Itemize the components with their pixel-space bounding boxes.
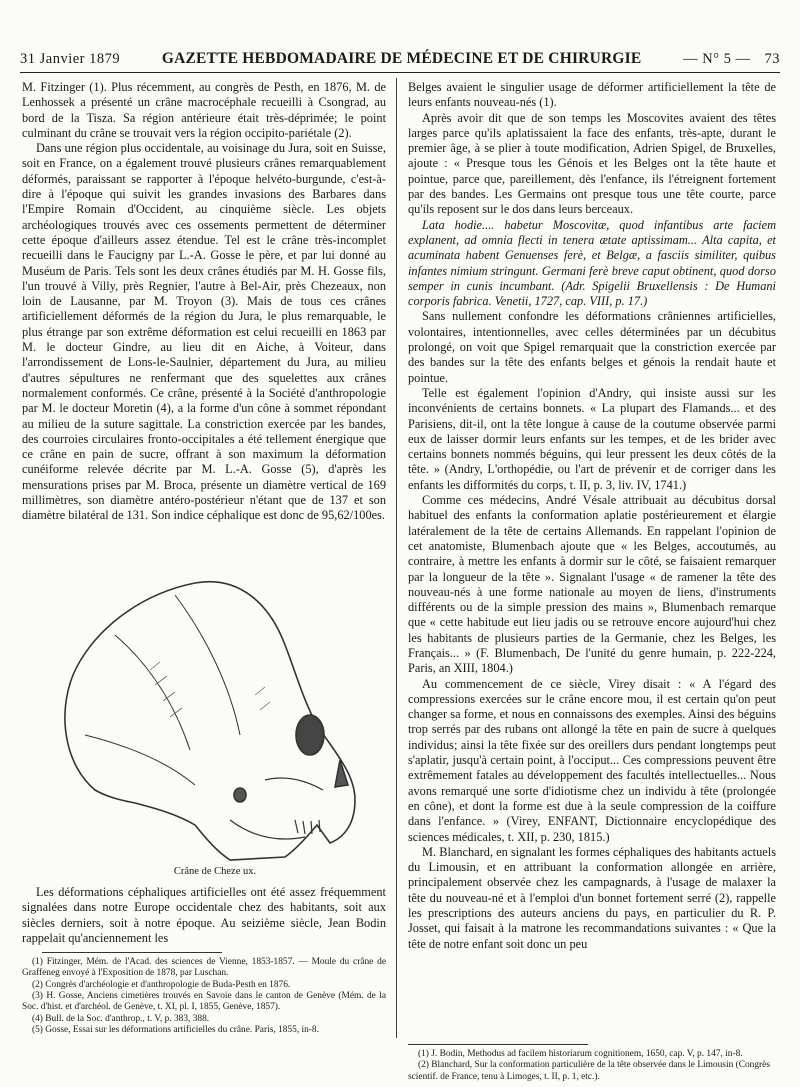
right-paragraph: Comme ces médecins, André Vésale attribuait au décubitus dorsal habituel des enfants la conformation aplatie postérieurement et élargie latéralement de la tête de certains Allemands. En rappelant l'opinion de cet anatomiste, Blumenbach ajoute que « les Belges, accoutumés, au contraire, à mettre les enfants à dormir sur le côté, se faisaient remarquer par la longueur de la tête ». Signalant l'usage « de ramener la tête des nouveau-nés à une forme nationale au moyen de liens, d'instruments différents ou de la simple pression des mains », Blumenbach remarque que « cette habitude eut lieu jadis ou se retrouve encore aujourd'hui chez les habitants de plusieurs parties de la Germanie, chez les Belges, les Français... » (F. Blumenbach, De l'unité du genre humain, p. 222-224, Paris, an XIII, 1804.) (408, 493, 776, 676)
footnote: (2) Blanchard, Sur la conformation particulière de la tête observée dans le Limousin (Congrès scientif. de France, tenu à Limoges, t. II, p. 1, etc.). (408, 1060, 770, 1082)
right-paragraph: Au commencement de ce siècle, Virey disait : « A l'égard des compressions exercées sur le crâne encore mou, il est certain qu'on peut changer sa forme, et nous en connaissons des exemples. Ainsi des béguins trop serrés par des rubans ont allongé la tête en pain de sucre à quelques individus; ainsi la tête fixée sur des oreillers durs pendant longtemps peut s'aplatir, jusqu'à certain point, à l'occiput... Ces compressions peuvent être extrêmement fatales au développement des facultés intellectuelles... Nous avons remarqué une sorte d'idiotisme chez un individu à tête (prolongée en cône), et dont la forme est due à la seule compression de la coiffure dans l'enfance. » (Virey, ENFANT, Dictionnaire encyclopédique des sciences médicales, t. XII, p. 230, 1815.) (408, 676, 776, 844)
right-paragraph: M. Blanchard, en signalant les formes céphaliques des habitants actuels du Limousin, et en attribuant la conformation allongée en arrière, principalement observée chez les campagnards, à l'usage de malaxer la tête du nouveau-né et à l'emploi d'un bonnet fortement serré (2), rappelle les prescriptions des auteurs anciens du pays, en particulier du R. P. Josset, qui faisait à la matrone les recommandations suivantes : « Que la tête de notre enfant soit donc un peu (408, 844, 776, 951)
page-header (20, 46, 780, 73)
figure-caption: Crâne de Cheze ux. (173, 866, 257, 877)
left-column (22, 80, 386, 570)
journal-title: GAZETTE HEBDOMADAIRE DE MÉDECINE ET DE CHIRURGIE (161, 50, 642, 67)
right-paragraph: Telle est également l'opinion d'Andry, qui insiste aussi sur les inconvénients de certains bonnets. « La plupart des Flamands... et des Parisiens, dit-il, ont la tête longue à cause de la coutume observée parmi eux de laisser dormir leurs enfants sur les tempes, et de les brider avec certains bonnets nommés béguins, qui leur pressent les deux côtés de la tête. » (Andry, L'orthopédie, ou l'art de prévenir et de corriger dans les enfants les difformités du corps, t. II, p. 3, liv. IV, 1741.) (408, 385, 776, 492)
right-paragraph: Belges avaient le singulier usage de déformer artificiellement la tête de leurs enfants nouveau-nés (1). (408, 80, 776, 110)
left-footnotes (22, 957, 386, 1036)
page-number: 73 (764, 50, 780, 67)
right-paragraph: Sans nullement confondre les déformations crâniennes artificielles, volontaires, intentionnelles, avec celles déterminées par un décubitus prolongé, on voit que Spigel remarquait que la constriction exercée par des bandes sur la tête des enfants belges et génois la rendait haute et pointue. (408, 309, 776, 385)
right-column (408, 80, 776, 1028)
left-bottom-section (22, 885, 386, 1036)
column-divider (396, 78, 397, 1038)
left-paragraph: M. Fitzinger (1). Plus récemment, au congrès de Pesth, en 1876, M. de Lenhossek a présenté un crâne macrocéphale recueilli à Csongrad, au bord de la Tisza. Sa région antérieure était très-déprimée; le point culminant du crâne se trouvait vers la région occipito-pariétale (2). (22, 80, 386, 140)
right-paragraph: Après avoir dit que de son temps les Moscovites avaient des têtes larges parce qu'ils aplatissaient la face des enfants, très-apte, durant le premier âge, à se plier à toute modification, Adrien Spigel, de Bruxelles, ajoute : « Presque tous les Génois et les Belges ont la tête haute et pointue, parce que, pareillement, dès l'enfance, ils l'étreignent fortement par des bandes. Les Germains ont presque tous une tête courte, parce qu'ils reposent sur le dos dans leurs berceaux. (408, 110, 776, 217)
right-footnotes (408, 1038, 776, 1083)
footnote: (3) H. Gosse, Anciens cimetières trouvés en Savoie dans le canton de Genève (Mém. de la Soc. d'hist. et d'archéol. de Genève, t. XI, pl. I, 1855, Genève, 1857). (22, 991, 386, 1013)
issue-number: — N° 5 — (683, 50, 751, 67)
footnote: (1) Fitzinger, Mém. de l'Acad. des sciences de Vienne, 1853-1857. — Moule du crâne de Graffeneg envoyé à l'Exposition de 1878, par Luschan. (22, 957, 386, 979)
footnote: (1) J. Bodin, Methodus ad facilem historiarum cognitionem, 1650, cap. V, p. 147, in-8. (418, 1049, 743, 1059)
skull-illustration (55, 575, 375, 865)
footnote-rule (408, 1044, 588, 1045)
latin-quote: Lata hodie.... habetur Moscovitæ, quod infantibus arte faciem explanent, ad omnia flecti in tenera ætate aptissimam... Alta capita, et acuminata habent Genuenses ferè, et Belgæ, a fasciis similiter, quibus infantes nimium stringunt. Germani ferè breve caput obtinent, quod dorso semper in cunis incumbant. (Adr. Spigelii Bruxellensis : De Humani corporis fabrica. Venetii, 1727, cap. VIII, p. 17.) (408, 217, 776, 309)
footnote: (2) Congrès d'archéologie et d'anthropologie de Buda-Pesth en 1876. (32, 979, 291, 990)
footnote: (5) Gosse, Essai sur les déformations artificielles du crâne. Paris, 1855, in-8. (32, 1024, 319, 1035)
header-date: 31 Janvier 1879 (20, 50, 121, 67)
header-right (683, 51, 780, 68)
left-paragraph: Dans une région plus occidentale, au voisinage du Jura, soit en Suisse, soit en France, on a également trouvé plusieurs crânes remarquablement déformés, paraissant se rapporter à l'époque helvéto-burgunde, c'est-à-dire à l'époque qui suivit les grandes invasions des Barbares dans l'Empire Romain d'Occident, au cinquième siècle. Les objets archéologiques trouvés avec ces ossements permettent de déterminer cette époque d'ailleurs assez étendue. Tel est le crâne très-incomplet recueilli dans le Faucigny par L.-A. Gosse le père, et par lui donné au Muséum de Paris. Tels sont les deux crânes étudiés par M. H. Gosse fils, l'un trouvé à Villy, près Regnier, l'autre à Bel-Air, près Chezeaux, non loin de Lausanne, par M. Troyon (3). Mais de tous ces crânes artificiellement déformés de la région du Jura, le plus remarquable, le plus étrange par son extrême déformation est celui recueilli en 1863 par M. le docteur Gindre, au lieu dit en Aiche, à Voiteur, dans l'arrondissement de Lons-le-Saulnier, département du Jura, au milieu d'autres sépultures ne renfermant que des squelettes aux crânes normalement conformés. Ce crâne, présenté à la Société d'anthropologie par M. le docteur Moretin (4), a la forme d'un cône à sommet répondant au milieu de la suture sagittale. La constriction exercée par les bandes, des courroies circulaires fronto-occipitales a été tellement énergique que ce crâne en pain de sucre, offrant à son maximum la déformation cunéiforme relevée décrite par M. L.-A. Gosse (5), d'après les mensurations prises par M. Broca, présente un diamètre vertical de 169 millimètres, son diamètre antéro-postérieur n'étant que de 137 et son diamètre bilatéral de 131. Son indice céphalique est donc de 95,62/100es. (22, 141, 386, 523)
footnote-rule (42, 952, 222, 953)
footnote: (4) Bull. de la Soc. d'anthrop., t. V, p. 383, 388. (32, 1013, 210, 1024)
left-bottom-paragraph: Les déformations céphaliques artificielles ont été assez fréquemment signalées dans notre Europe occidentale chez des habitants, soit aux siècles derniers, soit à notre époque. Au seizième siècle, Jean Bodin rappelait qu'anciennement les (22, 885, 386, 945)
